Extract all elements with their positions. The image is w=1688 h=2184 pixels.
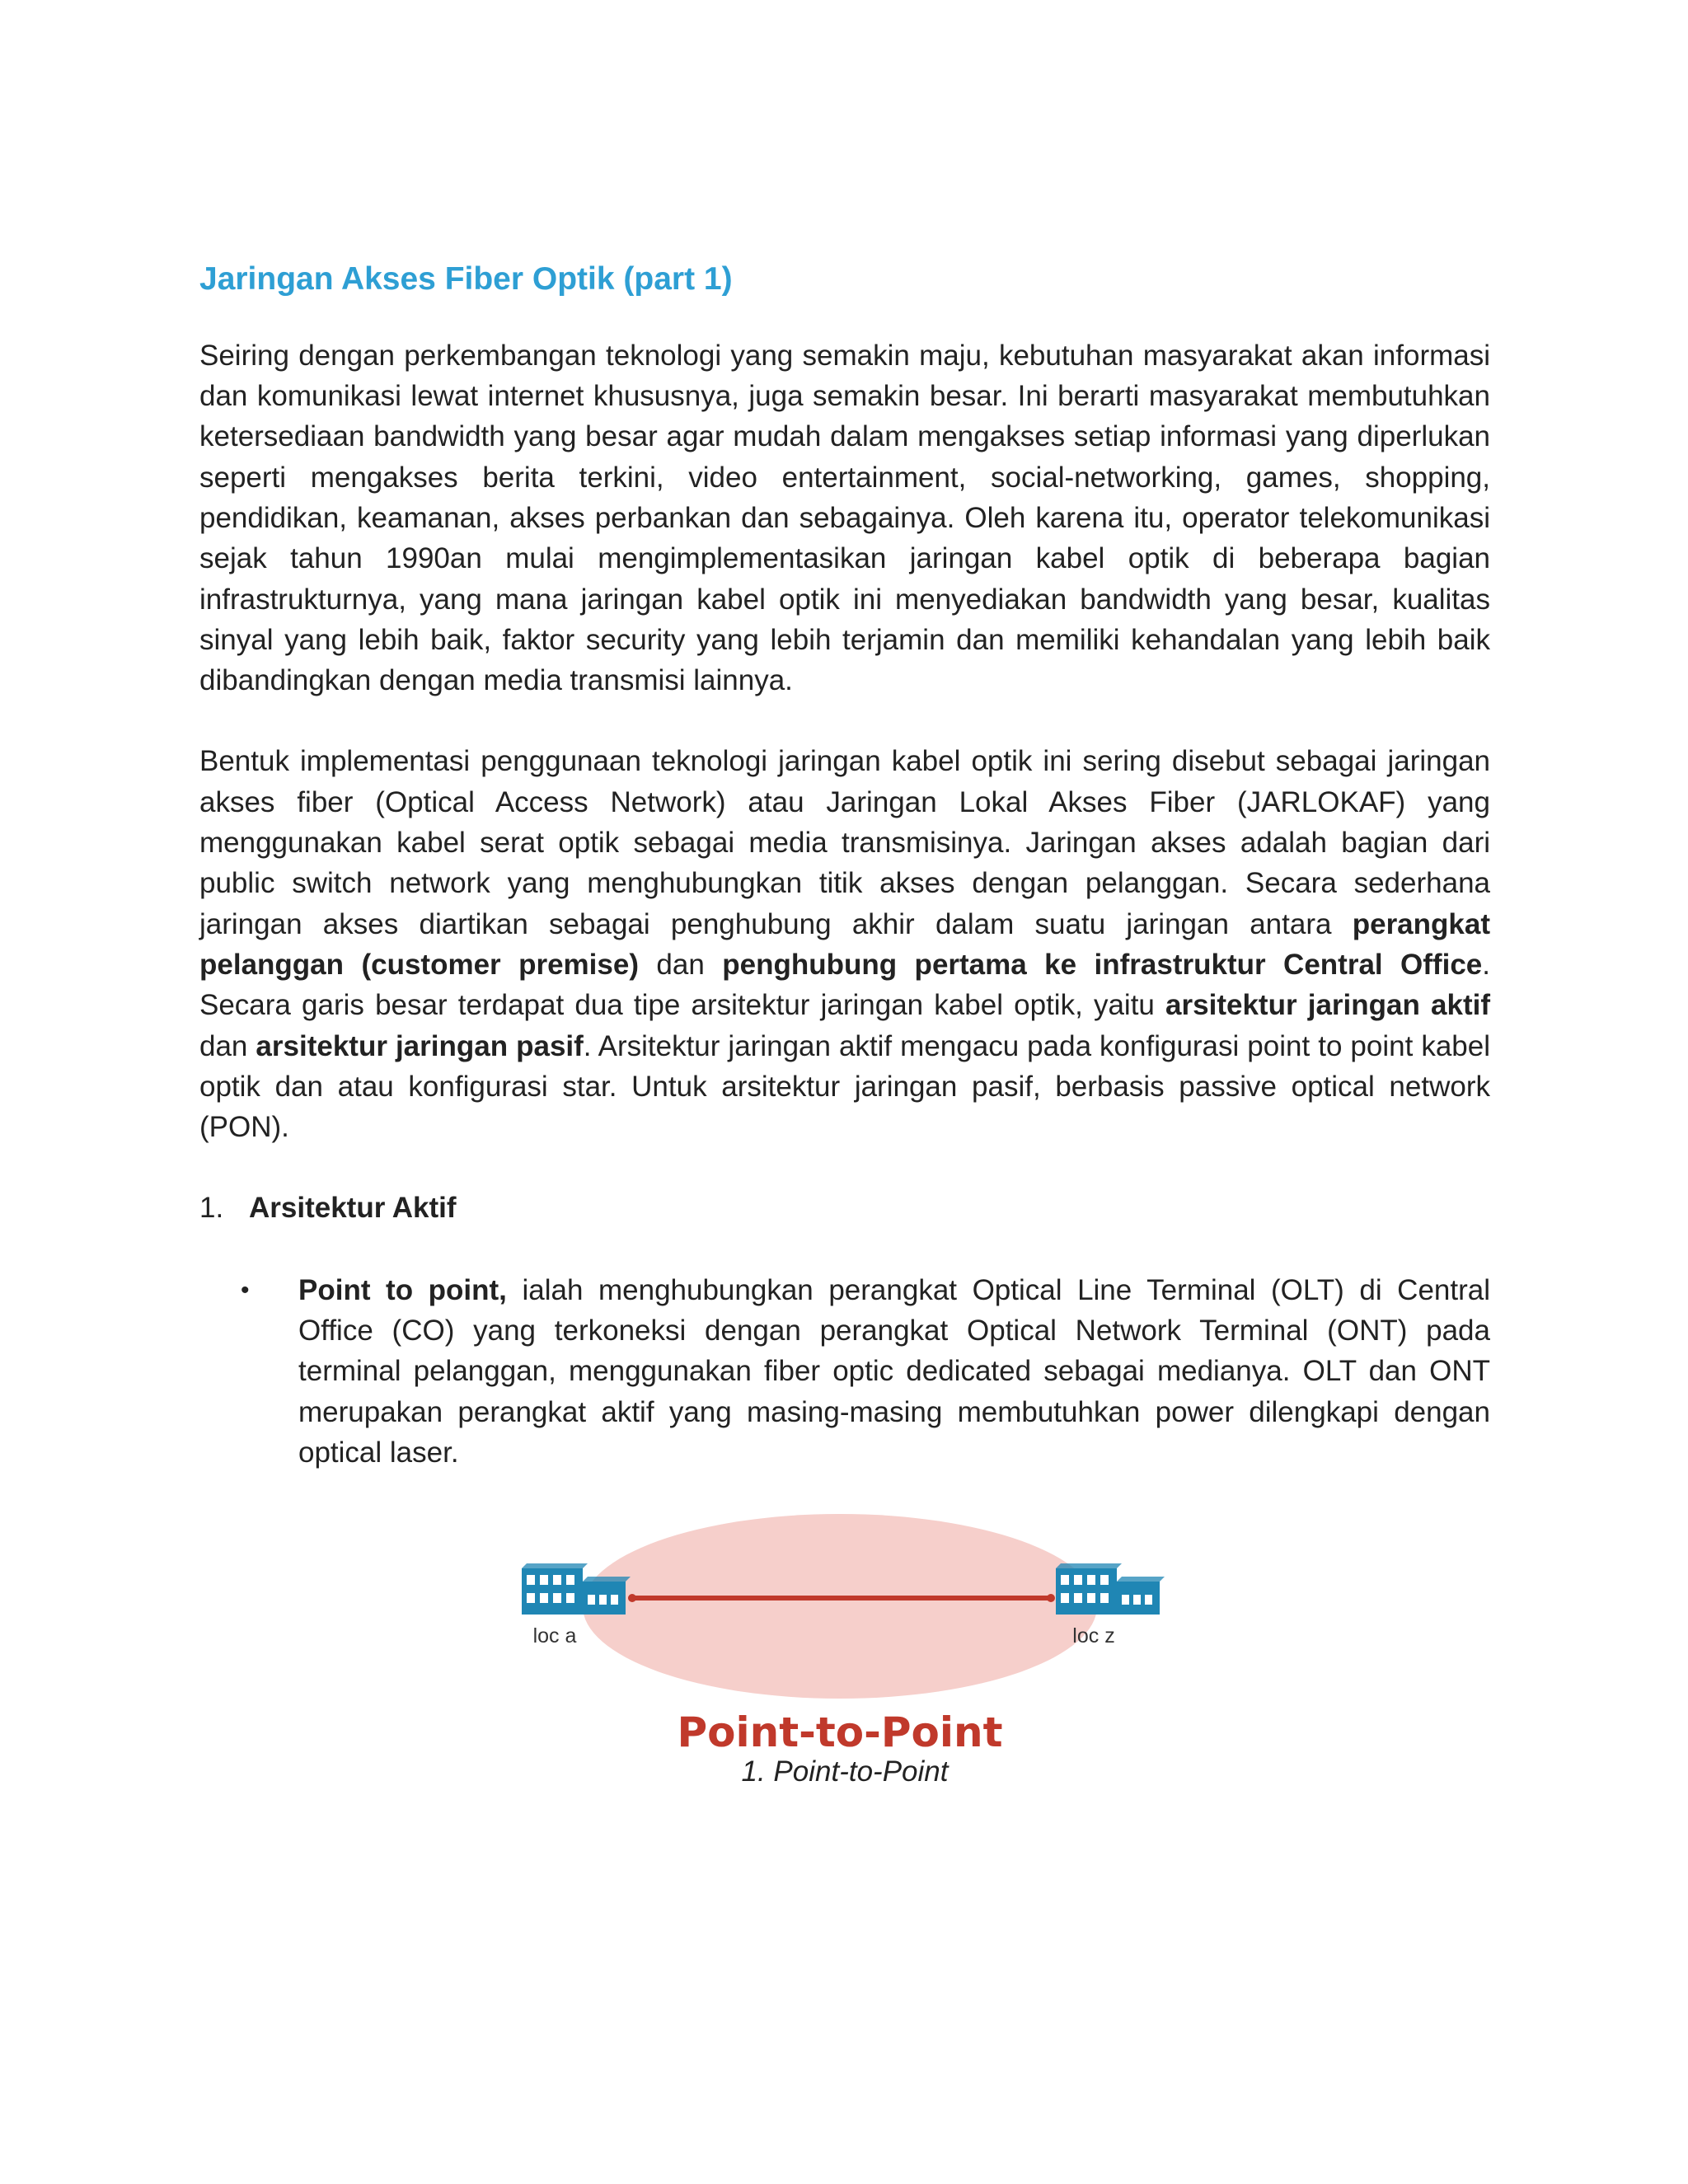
- link-endpoint-a: [628, 1594, 636, 1602]
- access-network-paragraph: [199, 741, 1490, 1147]
- bold-passive-architecture: arsitektur jaringan pasif: [256, 1029, 584, 1062]
- section-heading: [199, 1188, 1490, 1228]
- bold-point-to-point: Point to point,: [298, 1273, 507, 1306]
- text-span: dan: [638, 948, 723, 981]
- text-span: . Arsitektur jaringan aktif mengacu pada konfigurasi point to point kabel optik dan atau konfigurasi star. Untuk arsitektur jaringan pasif, berbasis passive optical network (PON).: [199, 1029, 1491, 1144]
- label-loc-z: loc z: [1072, 1624, 1115, 1648]
- section-label: Arsitektur Aktif: [249, 1192, 457, 1225]
- diagram-heading: Point-to-Point: [677, 1708, 1003, 1757]
- link-endpoint-z: [1047, 1594, 1055, 1602]
- text-span: . Secara garis besar terdapat dua tipe arsitektur jaringan kabel optik, yaitu: [199, 948, 1490, 1022]
- page-title: Jaringan Akses Fiber Optik (part 1): [199, 261, 733, 297]
- point-to-point-diagram: [507, 1509, 1183, 1761]
- list-item-point-to-point: [241, 1270, 1490, 1473]
- point-to-point-figure: [507, 1509, 1183, 1788]
- list-item-text: [298, 1270, 1490, 1473]
- label-loc-a: loc a: [532, 1624, 577, 1648]
- bold-central-office: penghubung pertama ke infrastruktur Central Office: [722, 948, 1483, 981]
- bold-customer-premise: perangkat pelanggan (customer premise): [199, 907, 1490, 981]
- section-number: 1.: [199, 1192, 224, 1225]
- text-span: ialah menghubungkan perangkat Optical Line Terminal (OLT) di Central Office (CO) yang terkoneksi dengan perangkat Optical Network Terminal (ONT) pada terminal pelanggan, menggunakan fiber optic dedicated sebagai medianya. OLT dan ONT merupakan perangkat aktif yang masing-masing membutuhkan power dilengkapi dengan optical laser.: [298, 1273, 1490, 1469]
- bold-active-architecture: arsitektur jaringan aktif: [1165, 989, 1490, 1022]
- text-span: Bentuk implementasi penggunaan teknologi jaringan kabel optik ini sering disebut sebagai jaringan akses fiber (Optical Access Network) atau Jaringan Lokal Akses Fiber (JARLOKAF) yang menggunakan kabel serat optik sebagai media transmisinya. Jaringan akses adalah bagian dari public switch network yang menghubungkan titik akses dengan pelanggan. Secara sederhana jaringan akses diartikan sebagai penghubung akhir dalam suatu jaringan antara: [199, 745, 1490, 940]
- bullet-icon: •: [241, 1276, 250, 1304]
- building-z-icon: [1056, 1563, 1165, 1615]
- figure-caption: 1. Point-to-Point: [741, 1755, 949, 1788]
- coverage-ellipse: [583, 1514, 1097, 1699]
- text-span: dan: [199, 1029, 256, 1062]
- intro-paragraph: Seiring dengan perkembangan teknologi yang semakin maju, kebutuhan masyarakat akan informasi dan komunikasi lewat internet khususnya, juga semakin besar. Ini berarti masyarakat membutuhkan ketersediaan bandwidth yang besar agar mudah dalam mengakses setiap informasi yang diperlukan seperti mengakses berita terkini, video entertainment, social-networking, games, shopping, pendidikan, keamanan, akses perbankan dan sebagainya. Oleh karena itu, operator telekomunikasi sejak tahun 1990an mulai mengimplementasikan jaringan kabel optik di beberapa bagian infrastrukturnya, yang mana jaringan kabel optik ini menyediakan bandwidth yang besar, kualitas sinyal yang lebih baik, faktor security yang lebih terjamin dan memiliki kehandalan yang lebih baik dibandingkan dengan media transmisi lainnya.: [199, 339, 1490, 697]
